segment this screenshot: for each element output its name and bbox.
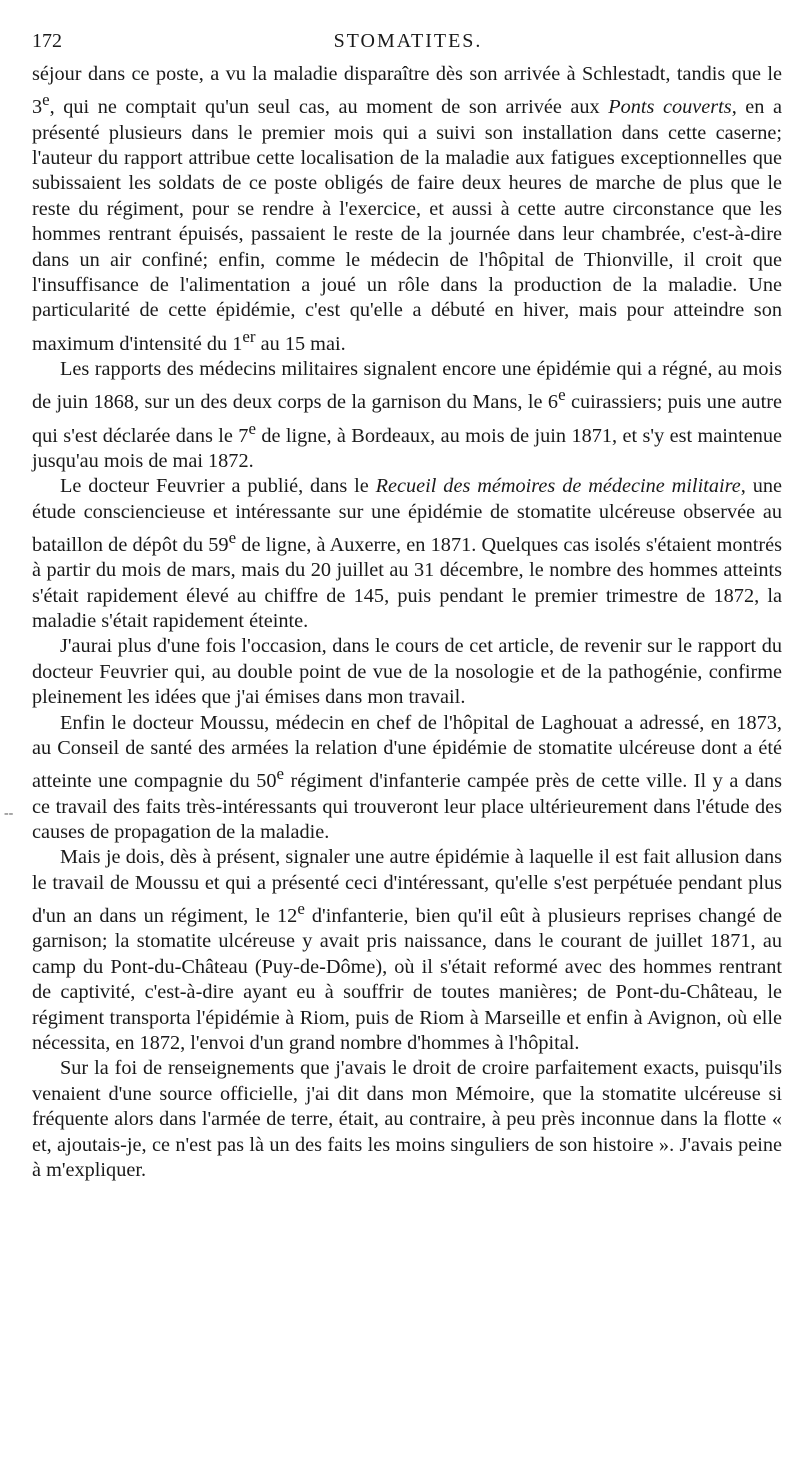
running-title: STOMATITES. xyxy=(333,30,483,52)
paragraph-5: Enfin le docteur Moussu, médecin en chef de l'hôpital de Laghouat a adressé, en 1873, au Conseil de santé des armées la relation d'une épidémie de stomatite ulcéreuse dont a été atteinte une compagnie du 50e régiment d'infanterie campée près de cette ville. Il y a dans ce travail des faits très-intéressants qui trouveront leur place ultérieurement dans l'étude des causes de propagation de la maladie. xyxy=(32,711,782,843)
margin-mark: -- xyxy=(4,806,14,821)
paragraph-2: Les rapports des médecins militaires signalent encore une épidémie qui a régné, au mois de juin 1868, sur un des deux corps de la garnison du Mans, le 6e cuirassiers; puis une autre qui s'est déclarée dans le 7e de ligne, à Bordeaux, au mois de juin 1871, et s'y est maintenue jusqu'au mois de mai 1872. xyxy=(32,358,782,472)
paragraph-7: Sur la foi de renseignements que j'avais le droit de croire parfaitement exacts, puisqu'ils venaient d'une source officielle, j'ai dit dans mon Mémoire, que la stomatite ulcéreuse si fréquente alors dans l'armée de terre, était, au contraire, à peu près inconnue dans la flotte « et, ajoutais-je, ce n'est pas là un des faits les moins singuliers de son histoire ». J'avais peine à m'expliquer. xyxy=(32,1057,782,1182)
page-number: 172 xyxy=(32,30,62,52)
paragraph-3: Le docteur Feuvrier a publié, dans le Recueil des mémoires de médecine militaire, une étude consciencieuse et intéressante sur une épidémie de stomatite ulcéreuse observée au bataillon de dépôt du 59e de ligne, à Auxerre, en 1871. Quelques cas isolés s'étaient montrés à partir du mois de mars, mais du 20 juillet au 31 décembre, le nombre des hommes atteints s'était rapidement élevé au chiffre de 145, puis pendant le premier trimestre de 1872, la maladie s'était rapidement éteinte. xyxy=(32,475,782,632)
page-header xyxy=(32,28,784,54)
paragraph-4: J'aurai plus d'une fois l'occasion, dans le cours de cet article, de revenir sur le rapport du docteur Feuvrier qui, au double point de vue de la nosologie et de la pathogénie, confirme pleinement les idées que j'ai émises dans mon travail. xyxy=(32,635,782,709)
body-text xyxy=(32,62,782,1183)
paragraph-6: Mais je dois, dès à présent, signaler une autre épidémie à laquelle il est fait allusion dans le travail de Moussu et qui a présenté ceci d'intéressant, qu'elle s'est perpétuée pendant plus d'un an dans un régiment, le 12e d'infanterie, bien qu'il eût à plusieurs reprises changé de garnison; la stomatite ulcéreuse y avait pris naissance, dans le courant de juillet 1871, au camp du Pont-du-Château (Puy-de-Dôme), où il s'était reformé avec des hommes rentrant de captivité, c'est-à-dire ayant eu à souffrir de toutes manières; de Pont-du-Château, le régiment transporta l'épidémie à Riom, puis de Riom à Marseille et enfin à Avignon, où elle nécessita, en 1872, l'envoi d'un grand nombre d'hommes à l'hôpital. xyxy=(32,846,782,1054)
paragraph-1: séjour dans ce poste, a vu la maladie disparaître dès son arrivée à Schlestadt, tandis que le 3e, qui ne comptait qu'un seul cas, au moment de son arrivée aux Ponts couverts, en a présenté plusieurs dans le premier mois qui a suivi son installation dans cette caserne; l'auteur du rapport attribue cette localisation de la maladie aux fatigues exceptionnelles que subissaient les soldats de ce poste obligés de faire deux heures de marche de plus que le reste du régiment, pour se rendre à l'exercice, et aussi à cette autre circonstance que les hommes rentrant épuisés, passaient le reste de la journée dans leur chambrée, c'est-à-dire dans un air confiné; enfin, comme le médecin de l'hôpital de Thionville, il croit que l'insuffisance de l'alimentation a joué un rôle dans la production de la maladie. Une particularité de cette épidémie, c'est qu'elle a débuté en hiver, mais pour atteindre son maximum d'intensité du 1er au 15 mai. xyxy=(32,63,782,355)
